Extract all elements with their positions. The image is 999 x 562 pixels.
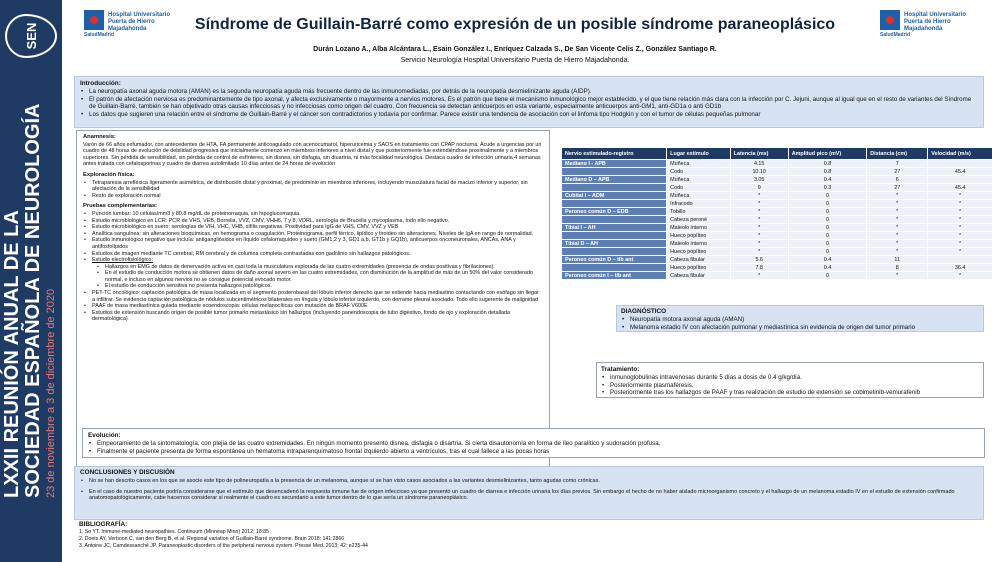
table-cell: 27 [867,168,928,176]
list-item: • Punción lumbar: 10 células/mm3 y 80.8 mg/dL de proteinorraquia, sin hipoglucorraquia. [83,211,543,218]
treatment-section [596,362,984,398]
table-cell: 8 [867,264,928,272]
congress-line-1: LXXII REUNIÓN ANUAL DE LA [1,210,23,498]
table-cell: * [730,192,788,200]
hospital-mark-icon [880,10,900,30]
table-cell: 0 [788,224,866,232]
congress-dates: 23 de noviembre a 3 de diciembre de 2020 [45,288,57,498]
table-cell: * [928,248,993,256]
table-cell: 0 [788,216,866,224]
table-row [562,192,993,200]
table-cell [928,176,993,184]
list-item: • Los datos que sugieren una relación entre el síndrome de Guillain-Barré y el cáncer son contradictorios y todavía por confirmar. Parece existir una tendencia de asociación con el linfoma tipo Hodgkin y con el tumor de células pequeñas pulmonar [80,111,978,118]
list-item: • Estudios de imagen mediante TC cerebral, RM cerebral y de columna completa contrastadas con gadolinio sin hallazgos patológicos. [83,251,543,258]
table-cell: * [867,240,928,248]
table-cell: * [730,248,788,256]
table-cell: 10.10 [730,168,788,176]
table-cell: 9 [730,184,788,192]
congress-line-2: SOCIEDAD ESPAÑOLA DE NEUROLOGÍA [22,103,44,498]
table-cell: 0.3 [788,184,866,192]
table-cell: * [730,224,788,232]
table-cell: * [867,208,928,216]
list-item [83,257,543,264]
table-row [562,176,993,184]
table-cell: Muñeca [667,176,730,184]
table-cell: * [867,232,928,240]
list-item: • Estudio inmunológico negativo que incluía: antigangliósidos en líquido cefalorraquídeo y suero (GM1,2 y 3, GD1 a,b, GT1b y GQ1b), anticuerpos onconeuronales, ANCAs, ANA y antifosfolípidos [83,237,543,250]
evolution-section [82,428,985,458]
poster-title: Síndrome de Guillain-Barré como expresión de un posible síndrome paraneoplásico [194,16,836,33]
table-cell [928,256,993,264]
table-row [562,168,993,176]
list-item: • El patrón de afectación nerviosa es predominantemente de tipo axonal, y afecta exclusivamente o mayormente a nervios motores. Es el patrón que tiene el mecanismo inmunológico mejor establecido, y el que tiene relación más clara con la infección por C. Jejuni, aunque al igual que en el resto de variantes del Síndrome de Guillain-Barré, también se han objetivado otras causas infecciosas y no infecciosas como origen del cuadro. Con frecuencia se detectan anticuerpos en esta variante, especialmente anticuerpos anti-GM1, anti-GD1a o anti GD1b [80,96,978,111]
hospital-logo-right [880,10,972,44]
table-cell: 0 [788,200,866,208]
bibliography-heading: BIBLIOGRAFÍA: [79,521,128,528]
nerve-cell [562,168,667,176]
table-cell: 11 [867,256,928,264]
table-cell: 0.4 [788,256,866,264]
table-row [562,240,993,248]
table-cell: Hueco poplíteo [667,232,730,240]
table-cell: Codo [667,184,730,192]
table-row [562,232,993,240]
list-item: • Neuropatía motora axonal aguda (AMAN) [621,316,979,323]
column-header: Latencia (ms) [730,148,788,160]
table-cell: Muñeca [667,192,730,200]
table-cell: * [928,200,993,208]
table-cell: Codo [667,168,730,176]
nerve-conduction-table [561,147,993,280]
nerve-cell: Mediano I - APB [562,160,667,168]
table-row [562,256,993,264]
table-cell: 7.8 [730,264,788,272]
table-cell: 0 [788,192,866,200]
list-item: • Estudio microbiológico en LCR: PCR de VHS, VEB, Borrelia, VVZ, CMV, VHH6, 7 y 8, VDRL, serología de Brucella y mycoplasma, todo ello negativo. [83,218,543,225]
nerve-cell: Peroneo común D – EDB [562,208,667,216]
table-row [562,272,993,280]
table-cell: 36.4 [928,264,993,272]
list-item: • Empeoramiento de la sintomatología, con plejia de las cuatro extremidades. En ningún momento presentó disnea, disfagia o disartria. Si cierta disautonomía en forma de íleo paralítico y sudoración profusa. [88,440,979,447]
column-header: Velocidad (m/s) [928,148,993,160]
hospital-name: Hospital Universitario Puerta de Hierro Majadahonda [904,12,967,32]
nerve-cell: Peroneo común I – tib ant [562,272,667,280]
nerve-cell [562,200,667,208]
table-cell: * [867,272,928,280]
table-cell: * [928,232,993,240]
treatment-heading: Tratamiento: [601,366,640,373]
nerve-cell [562,232,667,240]
column-header: Lugar estímulo [667,148,730,160]
reference: 1. So YT. Immune-mediated neuropathies. Continuum (Minneap Minn) 2012; 18:85 [79,529,269,535]
reference: 3. Antoine JC, Camdessanché JP. Paraneoplastic disorders of the peripheral nervous system. Presse Med. 2013; 42: e235-44 [79,543,368,549]
table-cell: 0.4 [788,264,866,272]
diagnosis-section [616,305,984,332]
column-header: Amplitud pico (mV) [788,148,866,160]
table-cell: * [730,216,788,224]
table-cell: 4.15 [730,160,788,168]
table-cell: * [867,200,928,208]
nerve-cell: Tibial I – AH [562,224,667,232]
table-cell: Maleolo interno [667,224,730,232]
table-cell: 0.8 [788,168,866,176]
table-cell: 0.8 [788,160,866,168]
list-item: • En el estudio de conducción motora se obtienen datos de daño axonal severo en las cuatro extremidades, con disminución de la amplitud de más de un 50% del valor considerado normal, e incluso en algunos nervios no se consigue potencial evocado motor. [83,270,543,283]
authors: Durán Lozano A., Alba Alcántara L., Esain González I., Enríquez Calzada S., De San Vicente Celis Z., González Santiago R. [313,46,717,53]
table-cell: Maleolo interno [667,240,730,248]
table-cell: * [730,208,788,216]
table-cell: Cabeza fibular [667,256,730,264]
tests-heading: Pruebas complementarias: [83,203,158,210]
emg-label: Estudio electrofisiológico: [92,257,153,264]
hospital-name: Hospital Universitario Puerta de Hierro Majadahonda [108,12,171,32]
nerve-cell [562,216,667,224]
nerve-cell: Cubital I – ADM [562,192,667,200]
table-cell: 27 [867,184,928,192]
list-item: • El estudio de conducción sensitiva no presenta hallazgos patológicos. [83,283,543,290]
list-item: • Tetraparesia arrefléxica ligeramente asimétrica, de distribución distal y proximal, de predominio en miembros inferiores, incluyendo musculatura facial de macizo inferior y superior, sin afectación de la sensibilidad [83,180,543,193]
list-item: • Estudios de extensión buscando origen de posible tumor primario metastásico sin hallazgos (incluyendo panendoscopia de tubo digestivo, fondo de ojo y exploración detallada dermatológica) [83,310,543,323]
introduction-heading: Introducción: [80,80,121,87]
nerve-cell: Peroneo común D – tib ant [562,256,667,264]
salud-madrid-label: SaludMadrid [84,32,115,38]
list-item: • Resto de exploración normal [83,193,543,200]
table-row [562,224,993,232]
table-cell: * [730,200,788,208]
list-item: • PET-TC oncológico: captación patológica de masa localizada en el segmento posterobasal del lóbulo inferior derecho que se extiende hacia mediastino contactando con esófago sin llegar a infiltrar. Se evidencia captación patológica de nódulos subcentimétricos bilaterales en língula y lóbulo inferior izquierdo, con derrame pleural asociado. Todo ello sugerente de malignidad [83,290,543,303]
list-item: • La neuropatía axonal aguda motora (AMAN) es la segunda neuropatía aguda más frecuente dentro de las inmunomediadas, por detrás de la neuropatía desmielinizante aguda (AIDP). [80,88,978,95]
list-item: • Estudio microbiológico en suero: serologías de VIH, VHC, VHB, sífilis negativas. Positividad para IgG de VHS, CMV, VVZ y VEB [83,224,543,231]
list-item: • Posteriormente plasmaféresis. [601,382,979,389]
anamnesis-heading: Anamnesis: [83,134,116,140]
table-cell: 0 [788,248,866,256]
column-header: Distancia (cm) [867,148,928,160]
bibliography-section [74,520,984,560]
table-cell: Hueco poplíteo [667,264,730,272]
table-row [562,200,993,208]
list-item: • inmunoglobulinas intravenosas durante 5 días a dosis de 0.4 g/kg/día. [601,374,979,381]
table-cell: Infracodo [667,200,730,208]
list-item: • Finalmente el paciente presenta de forma espontánea un hematoma intraparenquimatoso frontal izquierdo abierto a ventrículos, tras el cual fallece a las pocas horas [88,448,979,455]
evolution-heading: Evolución: [88,432,121,439]
table-cell: * [730,232,788,240]
table-header-row [562,148,993,160]
table-cell: * [867,192,928,200]
table-cell: * [730,272,788,280]
table-cell: 45.4 [928,168,993,176]
reference: 2. Doets AY, Verboon C, van den Berg B, et al. Regional variation of Guillain-Barré syndrome. Brain 2018; 141:2866 [79,536,345,542]
list-item: • PAAF de masa mediastínica guiada mediante ecoendoscopia: células melanocíticas con mutación de BRAF V600E [83,303,543,310]
list-item: • En el caso de nuestro paciente podría considerarse que el estímulo que desencadenó la respuesta inmune fue de origen infeccioso ya que presentó un cuadro de diarrea e infección urinaria los días previos. Sin embargo el hecho de no haber aislado microorganismo concreto y el hallazgo de un melanoma estadio IV en el estudio de extensión confirmado anatomopatológicamente, cabe hacernos considerar si realmente el cuadro es secundario a este tumor dentro de lo que sería un síndrome paraneoplásico. [80,489,978,503]
table-cell: Cabeza peroné [667,216,730,224]
nerve-cell [562,184,667,192]
list-item: • Hallazgos en EMG de datos de denervación activa en casi toda la musculatura explorada de las cuatro extremidades (presencia de ondas positivas y fibrilaciones). [83,264,543,271]
table-cell: * [928,224,993,232]
table-cell: * [928,240,993,248]
table-cell: 0 [788,208,866,216]
list-item: • Melanoma estadio IV con afectación pulmonar y mediastínica sin evidencia de origen del tumor primario [621,324,979,331]
table-cell: Tobillo [667,208,730,216]
nerve-cell [562,248,667,256]
introduction-section [74,76,984,128]
table-cell [928,160,993,168]
table-cell: 0 [788,232,866,240]
table-row [562,264,993,272]
service: Servicio Neurología Hospital Universitario Puerta de Hierro Majadahonda. [400,57,630,64]
anamnesis-text: Varón de 66 años exfumador, con antecedentes de HTA, FA permanente anticoagulado con acenocumarol, hiperuricemia y SAOS en tratamiento con CPAP nocturna. Acude a urgencias por un cuadro de 48 horas de evolución de debilidad progresiva que inicialmente comenzó en miembros inferiores a nivel distal y que posteriormente fue extendiéndose proximalmente y a miembros superiores. Sin pérdida de sensibilidad, sin pérdida de control de esfínteres, sin disnea, sin disfagia, sin diuartria, ni más focalidad neurológica. Destaca cuadro de infección urinaria 4 semanas antes tratada con cefalosporinas y cuadro de diarrea autolimitado 10 días antes de 24 horas de evolución [83,141,542,168]
conclusions-section [74,466,984,520]
table-row [562,184,993,192]
table-cell: Muñeca [667,160,730,168]
nerve-conduction-table-body [562,160,993,280]
table-cell: * [928,216,993,224]
table-cell: * [928,192,993,200]
table-cell: * [730,240,788,248]
salud-madrid-label: SaludMadrid [880,32,911,38]
nerve-cell: Tibial D – AH [562,240,667,248]
table-cell: * [867,248,928,256]
hospital-mark-icon [84,10,104,30]
hospital-logo-left [84,10,176,44]
exam-heading: Exploración física: [83,171,135,178]
nerve-cell [562,264,667,272]
table-row [562,248,993,256]
congress-title [2,28,60,498]
table-cell: * [867,216,928,224]
table-cell: 45.4 [928,184,993,192]
diagnosis-heading: DIAGNÓSTICO [621,308,667,315]
table-row [562,208,993,216]
table-cell: 7 [867,160,928,168]
list-item: • Posteriormente tras los hallazgos de PAAF y tras realización de estudio de extensión se cobimetinib-vemurafenib [601,389,979,396]
nerve-cell: Mediano D – APB [562,176,667,184]
list-item: • Analítica sanguínea: sin alteraciones bioquímicas, en hemograma o coagulación. Proteinograma, perfil férrico, lipídico y tiroideo sin alteraciones. Niveles de IgA en rango de normalidad. [83,231,543,238]
table-cell: * [928,208,993,216]
table-cell: Hueco poplíteo [667,248,730,256]
table-cell: 0.4 [788,176,866,184]
table-row [562,216,993,224]
table-cell: Cabeza fibular [667,272,730,280]
congress-sidebar [0,0,62,562]
conclusions-heading: CONCLUSIONES Y DISCUSIÓN [80,469,175,476]
table-cell: 0 [788,240,866,248]
table-cell: 5.6 [730,256,788,264]
table-cell: 3.05 [730,176,788,184]
table-row [562,160,993,168]
column-header: Nervio estimulado-registro [562,148,667,160]
table-cell: 0 [788,272,866,280]
list-item: • No se han descrito casos en los que se asocie este tipo de polineuropatía a la presencia de un melanoma, aunque sí se han visto casos asociados a las variantes desmielinizantes, tanto agudas como crónicas. [80,478,978,485]
sen-logo: SEN [5,14,57,58]
table-cell: 6 [867,176,928,184]
table-cell: * [928,272,993,280]
table-cell: * [867,224,928,232]
